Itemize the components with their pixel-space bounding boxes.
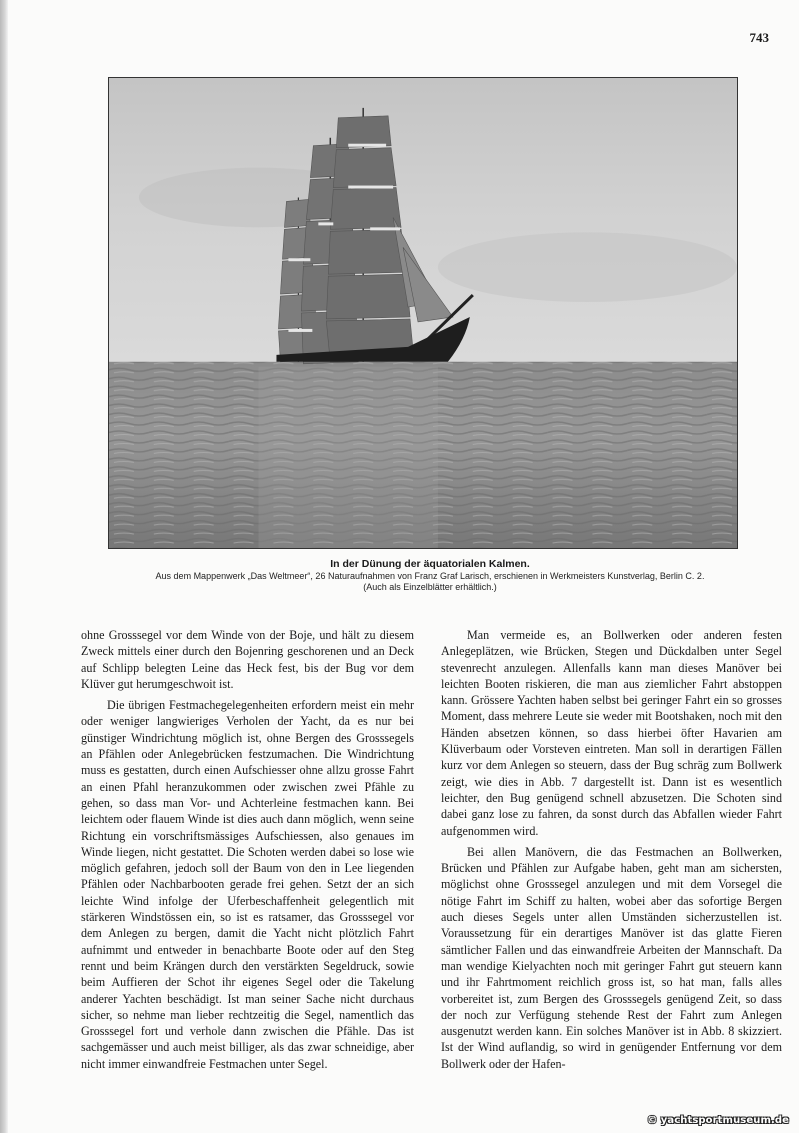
copyright-watermark: © yachtsportmuseum.de <box>647 1115 789 1126</box>
ship-illustration <box>109 78 737 548</box>
figure-caption <box>100 557 760 593</box>
figure-title: In der Dünung der äquatorialen Kalmen. <box>330 558 530 570</box>
paragraph: Man vermeide es, an Bollwerken oder anderen festen Anlegeplätzen, wie Brücken, Stegen und Dückdalben unter Segel stevenrecht anzulegen. Allenfalls kann man dieses Manöver bei leichten Booten riskieren, die man aus ziemlicher Fahrt abstoppen kann. Grössere Yachten haben selbst bei geringer Fahrt ein so grosses Moment, dass mehrere Leute sie weder mit Bootshaken, noch mit den Händen absetzen können, so dass hierbei öfter Havarien am Klüverbaum oder Vorsteven eintreten. Man soll in derartigen Fällen kurz vor dem Anlegen so steuern, dass der Bug schräg zum Bollwerk zeigt, wie dies in Abb. 7 dargestellt ist. Dann ist es wesentlich leichter, den Bug genügend schnell abzusetzen. Die Schoten sind dabei ganz lose zu fahren, da sonst durch das Abfallen wieder Fahrt aufgenommen wird. <box>441 628 782 838</box>
figure-credit: Aus dem Mappenwerk „Das Weltmeer“, 26 Naturaufnahmen von Franz Graf Larisch, erschienen in Werkmeisters Kunstverlag, Berlin C. 2. <box>155 571 705 581</box>
page-binding-edge <box>0 0 8 1133</box>
figure-note: (Auch als Einzelblätter erhältlich.) <box>363 582 497 592</box>
paragraph: ohne Grosssegel vor dem Winde von der Boje, und hält zu diesem Zweck mittels einer durch den Bojenring geschorenen und an Deck auf Schlipp belegten Leine das Heck fest, bis der Bug vor dem Klüver gut herumgeschwoit ist. <box>81 628 414 691</box>
page-number: 743 <box>749 30 769 45</box>
paragraph: Die übrigen Festmachegelegenheiten erfordern meist ein mehr oder weniger langwieriges Verholen der Yacht, da es nur bei günstiger Windrichtung möglich ist, ohne Bergen des Grosssegels an Pfählen oder Anlegebrücken festzumachen. Die Windrichtung muss es gestatten, durch einen Aufschiesser ohne allzu grosse Fahrt an einen Pfahl heranzukommen oder zwischen zwei Pfähle zu gehen, so dass man Vor- und Achterleine festmachen kann. Bei leichtem oder flauem Winde ist dies auch dann möglich, wenn seine Richtung ein vorschriftsmässiges Aufschiessen, also genaues im Winde liegen, nicht gestattet. Die Schoten werden dabei so lose wie möglich gefahren, jedoch soll der Baum von den in Lee liegenden Pfählen oder Nachbarbooten gerade frei gehen. Setzt der an sich leichte Wind infolge der Uferbeschaffenheit gelegentlich mit stärkeren Windstössen ein, so ist es ratsamer, das Grosssegel vor dem Anlegen zu bergen, damit die Yacht nicht plötzlich Fahrt aufnimmt und entweder in benachbarte Boote oder auf den Steg rennt und beim Krängen durch den verstärkten Segeldruck, sowie beim Auffieren der Schot ihr eigenes Segel oder die Takelung anderer Yachten beschädigt. Ist man seiner Sache nicht durchaus sicher, so nehme man lieber rechtzeitig die Segel, namentlich das Grosssegel fort und verhole dann zwischen die Pfähle. Das ist sachgemässer und auch meist billiger, als das zwar schneidige, aber nicht immer einwandfreie Festmachen unter Segel. <box>81 698 414 1071</box>
sailing-ship-photo <box>108 77 738 549</box>
text-column-right <box>441 627 782 1077</box>
paragraph: Bei allen Manövern, die das Festmachen an Bollwerken, Brücken und Pfählen zur Aufgabe haben, geht man am sichersten, möglichst ohne Grosssegel anzulegen und mit dem Vorsegel die nötige Fahrt im Schiff zu halten, wobei aber das sofortige Bergen auch dieses Segels unter allen Umständen sicherzustellen ist. Voraussetzung für ein derartiges Manöver ist das glatte Fieren sämtlicher Fallen und das einwandfreie Arbeiten der Mannschaft. Da man wendige Kielyachten noch mit geringer Fahrt gut steuern kann und ihr Fahrtmoment reichlich gross ist, so hat man, falls alles vorbereitet ist, zum Bergen des Grosssegels genügend Zeit, so dass der noch zur Verfügung stehende Rest der Fahrt zum Anlegen ausgenutzt werden kann. Ein solches Manöver ist in Abb. 8 skizziert. Ist der Wind auflandig, so wird in genügender Entfernung vor dem Bollwerk oder der Hafen- <box>441 844 782 1071</box>
text-column-left <box>81 627 414 1077</box>
